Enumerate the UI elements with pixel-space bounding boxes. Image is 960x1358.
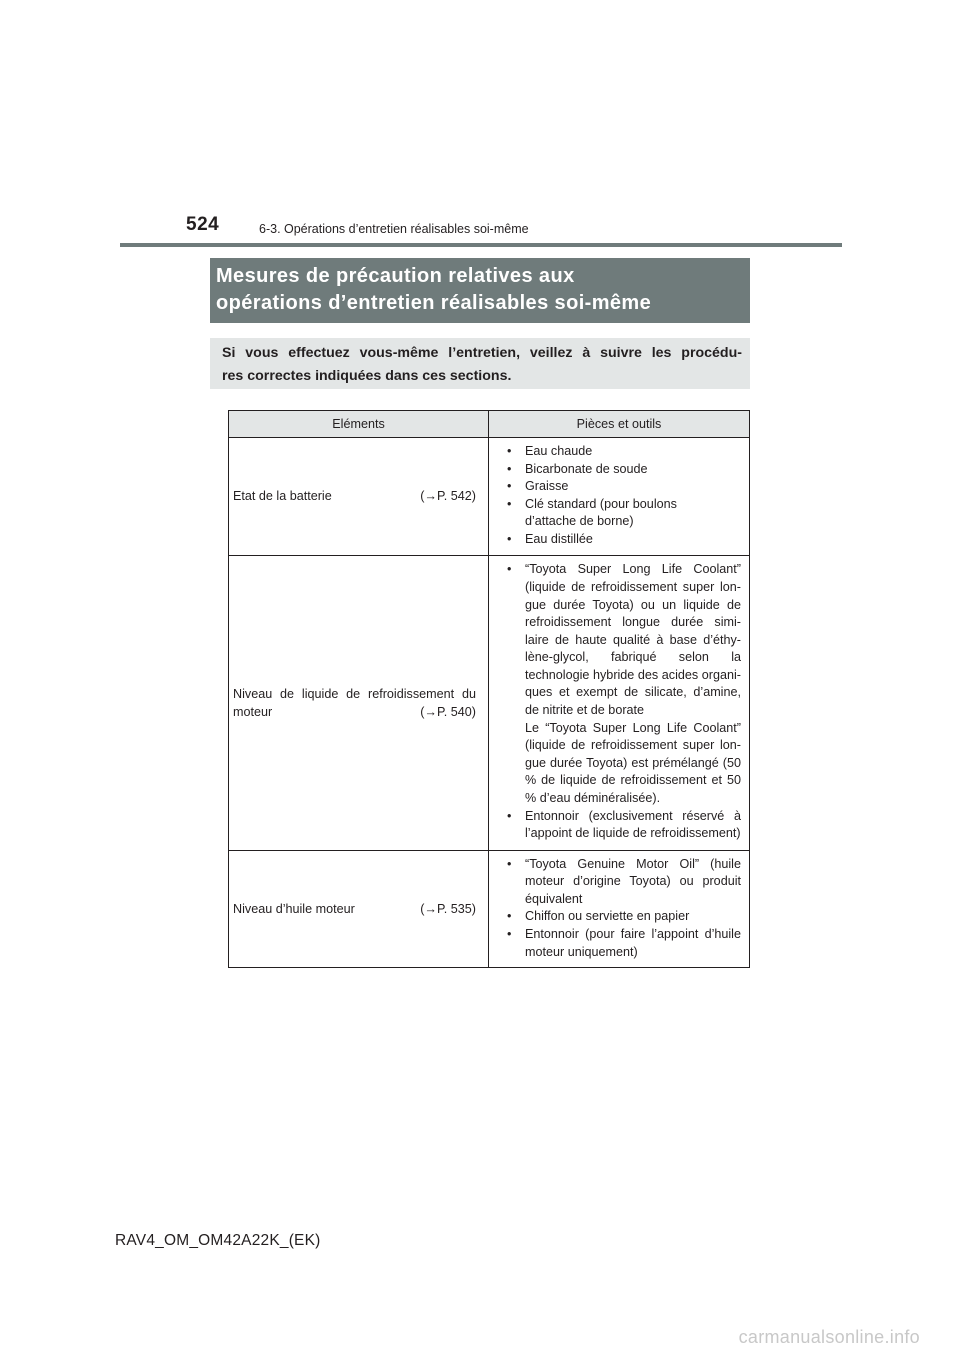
list-item: • Entonnoir (exclusivement réservé à l’appoint de liquide de refroidissement) — [507, 808, 741, 843]
intro-line-1: Si vous effectuez vous-même l’entretien, veillez à suivre les procédu- — [222, 345, 742, 361]
intro-line-2: res correctes indiquées dans ces sections. — [222, 368, 512, 384]
parts-cell — [489, 555, 750, 850]
page-reference-link[interactable]: (→P. 540) — [420, 704, 476, 719]
page-reference-link[interactable]: (→P. 542) — [420, 489, 476, 504]
item-label: Etat de la batterie — [233, 489, 332, 504]
section-title: 6-3. Opérations d’entretien réalisables soi-même — [259, 222, 529, 236]
list-item: • “Toyota Genuine Motor Oil” (huile moteur d’origine Toyota) ou produit équivalent — [507, 856, 741, 909]
watermark: carmanualsonline.info — [738, 1327, 920, 1347]
item-label: Niveau d’huile moteur — [233, 901, 355, 916]
page-title-line-1: Mesures de précaution relatives aux — [216, 265, 575, 287]
list-item: • Eau chaude — [507, 443, 741, 461]
parts-cell — [489, 850, 750, 968]
header-divider — [120, 243, 842, 247]
column-header-items: Eléments — [229, 411, 489, 438]
item-cell — [229, 850, 489, 968]
list-item: • Clé standard (pour boulons d’attache de borne) — [507, 496, 725, 531]
list-item: • Eau distillée — [507, 531, 741, 549]
page-title-line-2: opérations d’entretien réalisables soi-même — [216, 292, 652, 314]
table-header-row — [229, 411, 750, 438]
list-item: • Entonnoir (pour faire l’appoint d’huile moteur uniquement) — [507, 926, 741, 961]
item-cell — [229, 555, 489, 850]
column-header-parts: Pièces et outils — [489, 411, 750, 438]
document-code: RAV4_OM_OM42A22K_(EK) — [115, 1232, 321, 1249]
item-label-line-1: Niveau de liquide de refroidissement du — [233, 686, 476, 701]
table-row — [229, 850, 750, 968]
table-row — [229, 438, 750, 556]
list-item: • Chiffon ou serviette en papier — [507, 908, 741, 926]
intro-box — [210, 338, 750, 389]
list-item: • Bicarbonate de soude — [507, 461, 741, 479]
coolant-note: Le “Toyota Super Long Life Coolant” (liquide de refroidissement super lon-gue durée Toyota) est prémélangé (50 % de liquide de refroidissement et 50 % d’eau déminéralisée). — [525, 720, 741, 806]
coolant-text: “Toyota Super Long Life Coolant” (liquide de refroidissement super lon-gue durée Toyota) ou un liquide de refroidissement longue durée simi-laire de haute qualité à base d’éthy-lène-glycol, fabriqué selon la technologie hybride des acides organi-ques et exempt de silicate, d’amine, de nitrite et de borate — [525, 562, 741, 718]
table-row — [229, 555, 750, 850]
parts-cell — [489, 438, 750, 556]
item-cell — [229, 438, 489, 556]
item-label-line-2: moteur — [233, 704, 273, 719]
page-number: 524 — [186, 214, 220, 235]
maintenance-table — [228, 410, 750, 968]
page-title — [210, 258, 750, 323]
list-item: • Graisse — [507, 478, 741, 496]
list-item — [507, 561, 741, 807]
page-reference-link[interactable]: (→P. 535) — [420, 901, 476, 916]
